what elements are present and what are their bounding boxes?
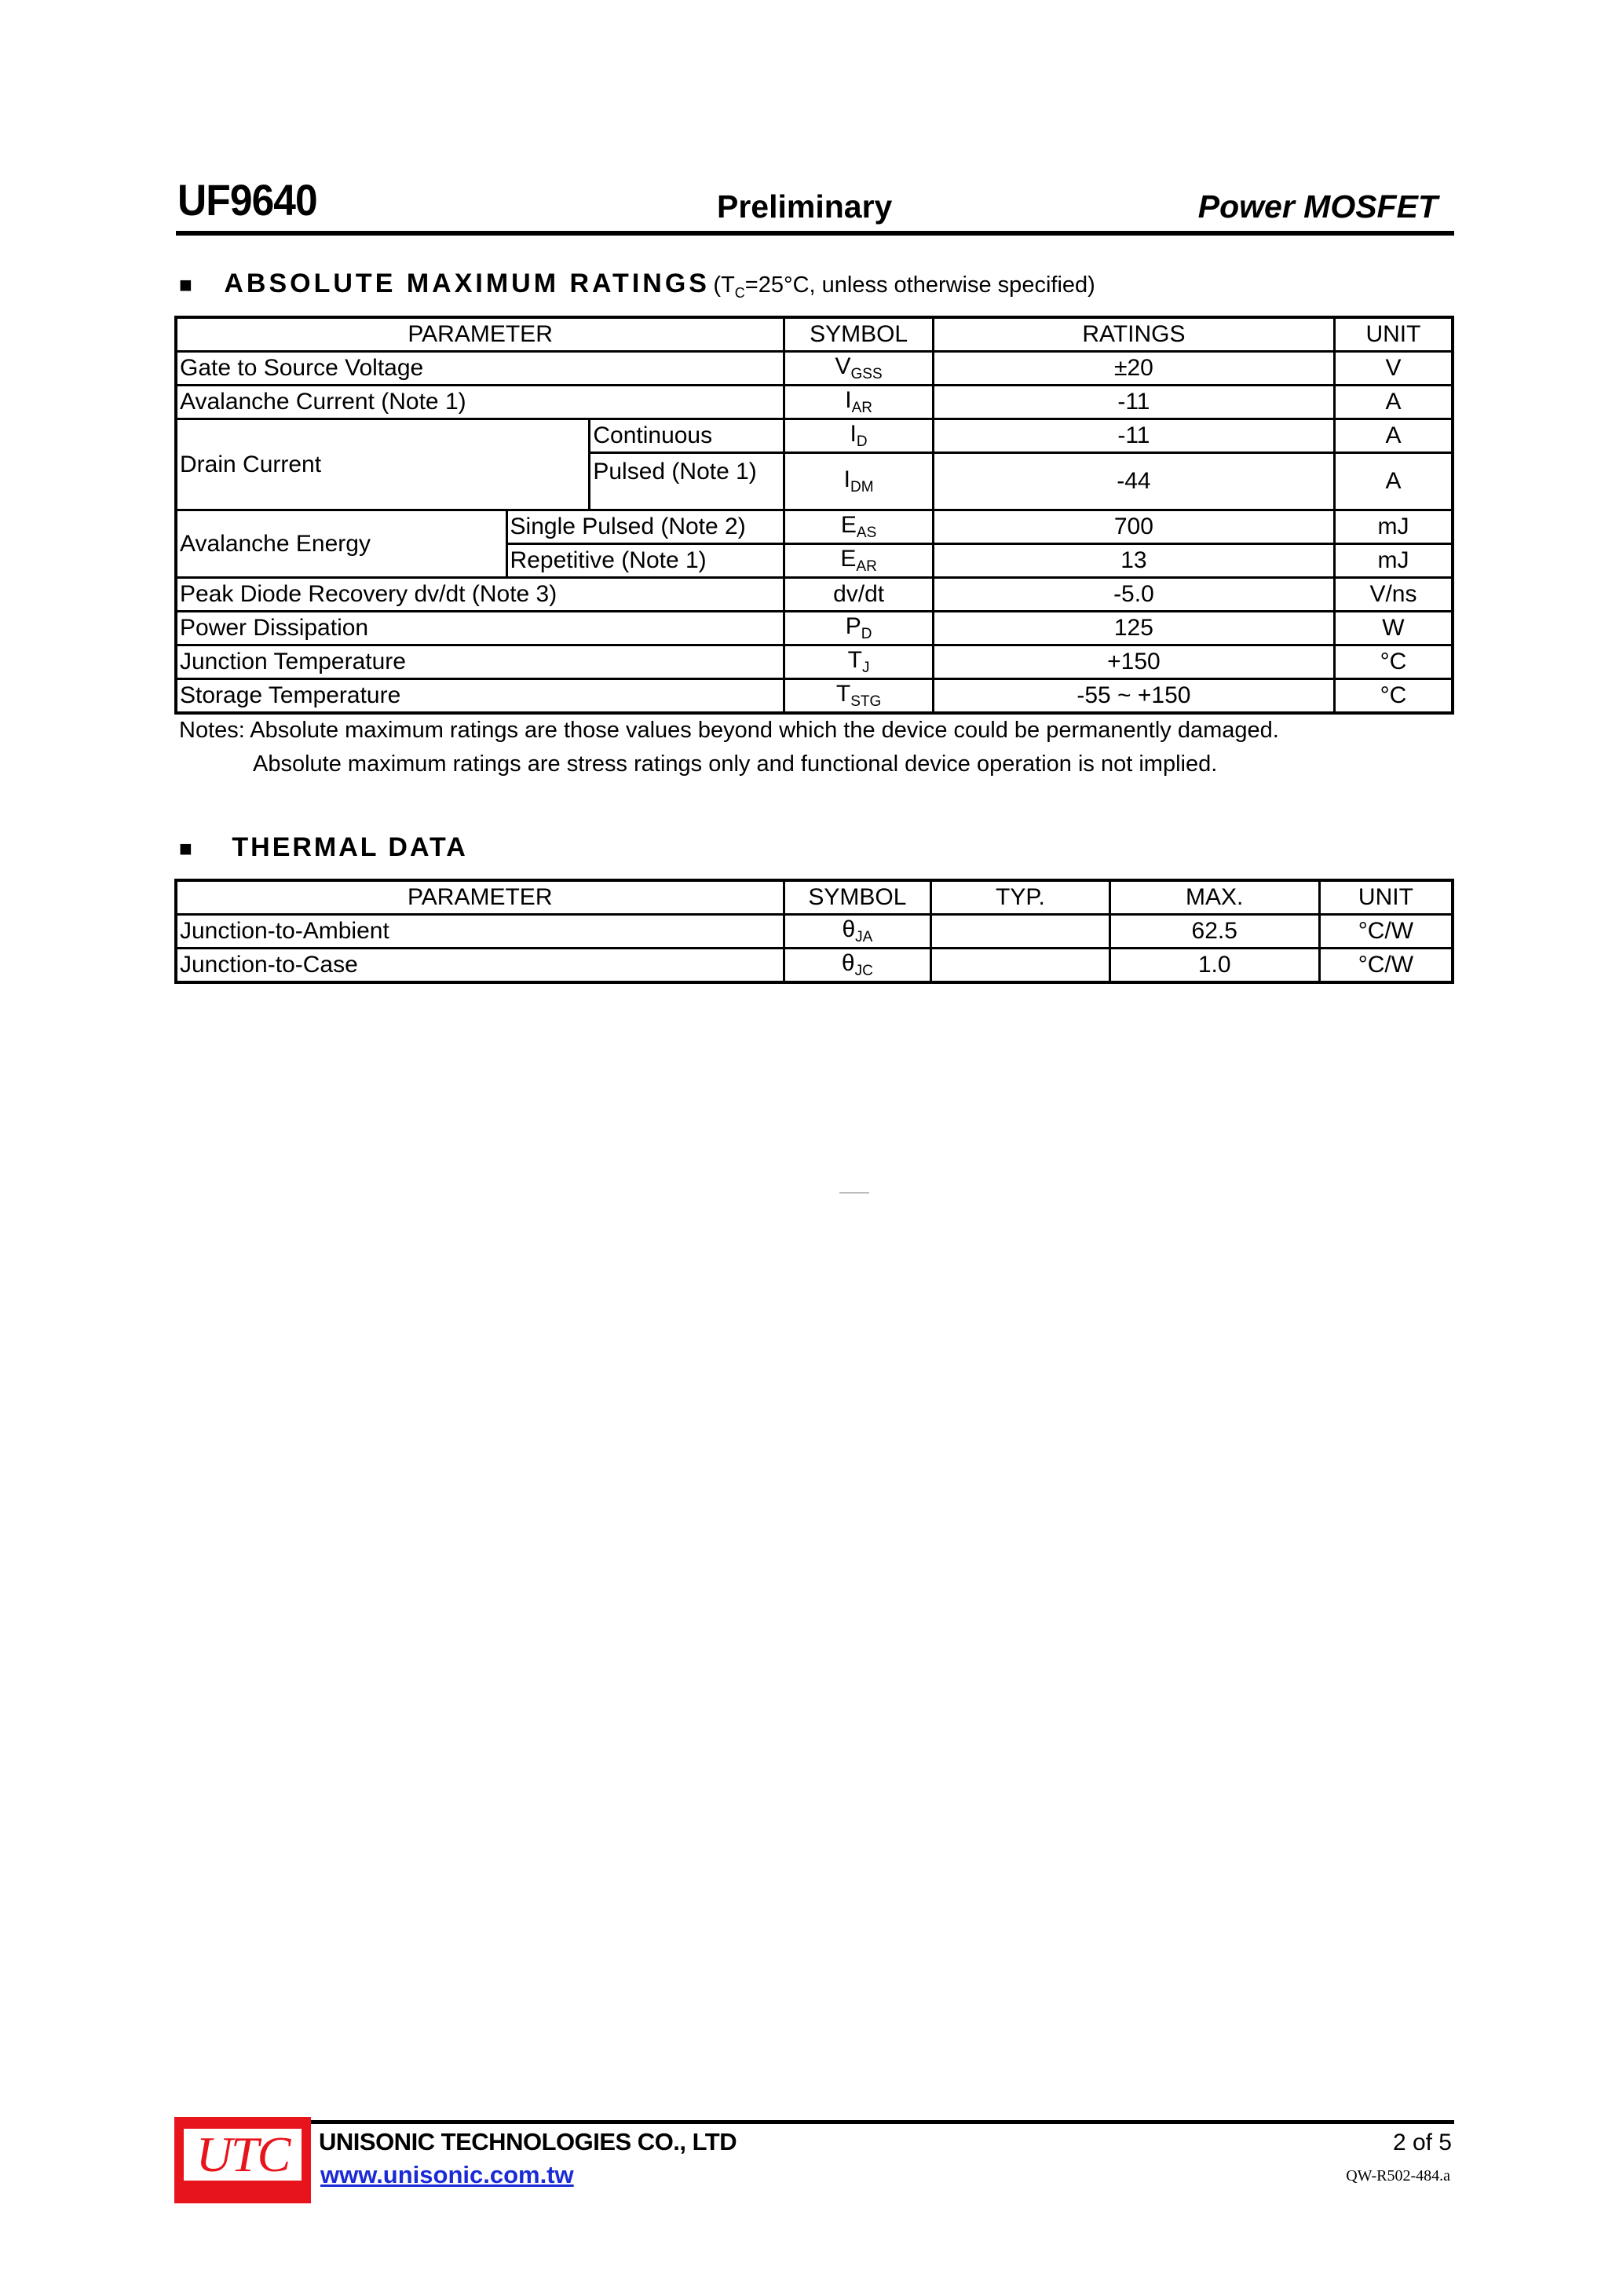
utc-logo (174, 2117, 311, 2203)
unit-cell: °C (1334, 679, 1453, 714)
max-cell: 62.5 (1109, 915, 1319, 949)
symbol-cell: $E_{AR}$ (784, 544, 934, 578)
rating-cell: -11 (933, 386, 1334, 419)
table-row (176, 915, 1453, 949)
thermal-heading (179, 832, 468, 863)
rating-cell: 700 (933, 510, 1334, 544)
abs-max-title: ABSOLUTE MAXIMUM RATINGS (224, 269, 710, 298)
document-status: Preliminary (717, 188, 893, 225)
param-cell: Peak Diode Recovery dv/dt (Note 3) (176, 578, 784, 612)
notes-line: Notes: Absolute maximum ratings are those values beyond which the device could be permanently damaged. (179, 718, 1279, 743)
column-header: SYMBOL (784, 317, 934, 352)
table-row (176, 679, 1453, 714)
typ-cell (931, 915, 1109, 949)
website-link[interactable]: www.unisonic.com.tw (320, 2161, 574, 2188)
condition-cell: Single Pulsed (Note 2) (506, 510, 784, 544)
condition-cell: Continuous (590, 419, 784, 453)
unit-cell: V/ns (1334, 578, 1453, 612)
document-number: QW-R502-484.a (1346, 2167, 1450, 2184)
symbol-cell: $V_{GSS}$ (784, 352, 934, 386)
param-cell: Gate to Source Voltage (176, 352, 784, 386)
unit-cell: °C (1334, 645, 1453, 679)
symbol-cell: $P_D$ (784, 612, 934, 645)
rating-cell: -55 ~ +150 (933, 679, 1334, 714)
unit-cell: A (1334, 386, 1453, 419)
table-row (176, 352, 1453, 386)
column-header: RATINGS (933, 317, 1334, 352)
square-bullet-icon: ■ (179, 272, 192, 297)
condition-cell: Repetitive (Note 1) (506, 544, 784, 578)
table-row (176, 386, 1453, 419)
rating-cell: -5.0 (933, 578, 1334, 612)
unit-cell: °C/W (1319, 949, 1453, 983)
table-header-row (176, 880, 1453, 915)
param-cell: Drain Current (176, 419, 590, 510)
symbol-cell: $\theta_{JA}$ (784, 915, 931, 949)
param-cell: Junction-to-Ambient (176, 915, 784, 949)
rating-cell: ±20 (933, 352, 1334, 386)
abs-max-condition: ($T_C=25^\circ C$, unless otherwise specified) (713, 272, 1095, 301)
symbol-cell: $\theta_{JC}$ (784, 949, 931, 983)
abs-max-heading (179, 269, 1095, 302)
param-cell: Avalanche Energy (176, 510, 506, 578)
symbol-cell: $E_{AS}$ (784, 510, 934, 544)
table-row (176, 510, 1453, 544)
scan-mark (839, 1192, 869, 1194)
unit-cell: mJ (1334, 510, 1453, 544)
page-number: 2 of 5 (1392, 2130, 1452, 2155)
unit-cell: V (1334, 352, 1453, 386)
rating-cell: 125 (933, 612, 1334, 645)
typ-cell (931, 949, 1109, 983)
symbol-cell: dv/dt (784, 578, 934, 612)
unit-cell: °C/W (1319, 915, 1453, 949)
symbol-cell: $T_J$ (784, 645, 934, 679)
unit-cell: A (1334, 419, 1453, 453)
table-row (176, 645, 1453, 679)
column-header: PARAMETER (176, 880, 784, 915)
rating-cell: 13 (933, 544, 1334, 578)
column-header: PARAMETER (176, 317, 784, 352)
symbol-cell: $I_{DM}$ (784, 453, 934, 510)
condition-cell: Pulsed (Note 1) (590, 453, 784, 510)
column-header: SYMBOL (784, 880, 931, 915)
column-header: UNIT (1334, 317, 1453, 352)
unit-cell: A (1334, 453, 1453, 510)
thermal-table (174, 879, 1454, 984)
square-bullet-icon: ■ (179, 836, 192, 861)
unit-cell: mJ (1334, 544, 1453, 578)
table-row (176, 578, 1453, 612)
product-type: Power MOSFET (1197, 188, 1438, 225)
unit-cell: W (1334, 612, 1453, 645)
column-header: MAX. (1109, 880, 1319, 915)
notes-line: Absolute maximum ratings are stress ratings only and functional device operation is not implied. (253, 751, 1218, 777)
column-header: TYP. (931, 880, 1109, 915)
table-row (176, 949, 1453, 983)
footer-rule (311, 2120, 1454, 2124)
abs-max-table (174, 316, 1454, 715)
symbol-cell: $I_D$ (784, 419, 934, 453)
param-cell: Junction Temperature (176, 645, 784, 679)
max-cell: 1.0 (1109, 949, 1319, 983)
header-rule (176, 231, 1454, 236)
rating-cell: -11 (933, 419, 1334, 453)
rating-cell: -44 (933, 453, 1334, 510)
company-name: UNISONIC TECHNOLOGIES CO., LTD (319, 2128, 737, 2155)
param-cell: Avalanche Current (Note 1) (176, 386, 784, 419)
param-cell: Junction-to-Case (176, 949, 784, 983)
table-row (176, 419, 1453, 453)
table-row (176, 612, 1453, 645)
symbol-cell: $I_{AR}$ (784, 386, 934, 419)
param-cell: Storage Temperature (176, 679, 784, 714)
param-cell: Power Dissipation (176, 612, 784, 645)
logo-text: UTC (196, 2126, 290, 2182)
rating-cell: +150 (933, 645, 1334, 679)
part-number: UF9640 (177, 175, 317, 225)
table-header-row (176, 317, 1453, 352)
symbol-cell: $T_{STG}$ (784, 679, 934, 714)
column-header: UNIT (1319, 880, 1453, 915)
thermal-title: THERMAL DATA (232, 832, 468, 862)
